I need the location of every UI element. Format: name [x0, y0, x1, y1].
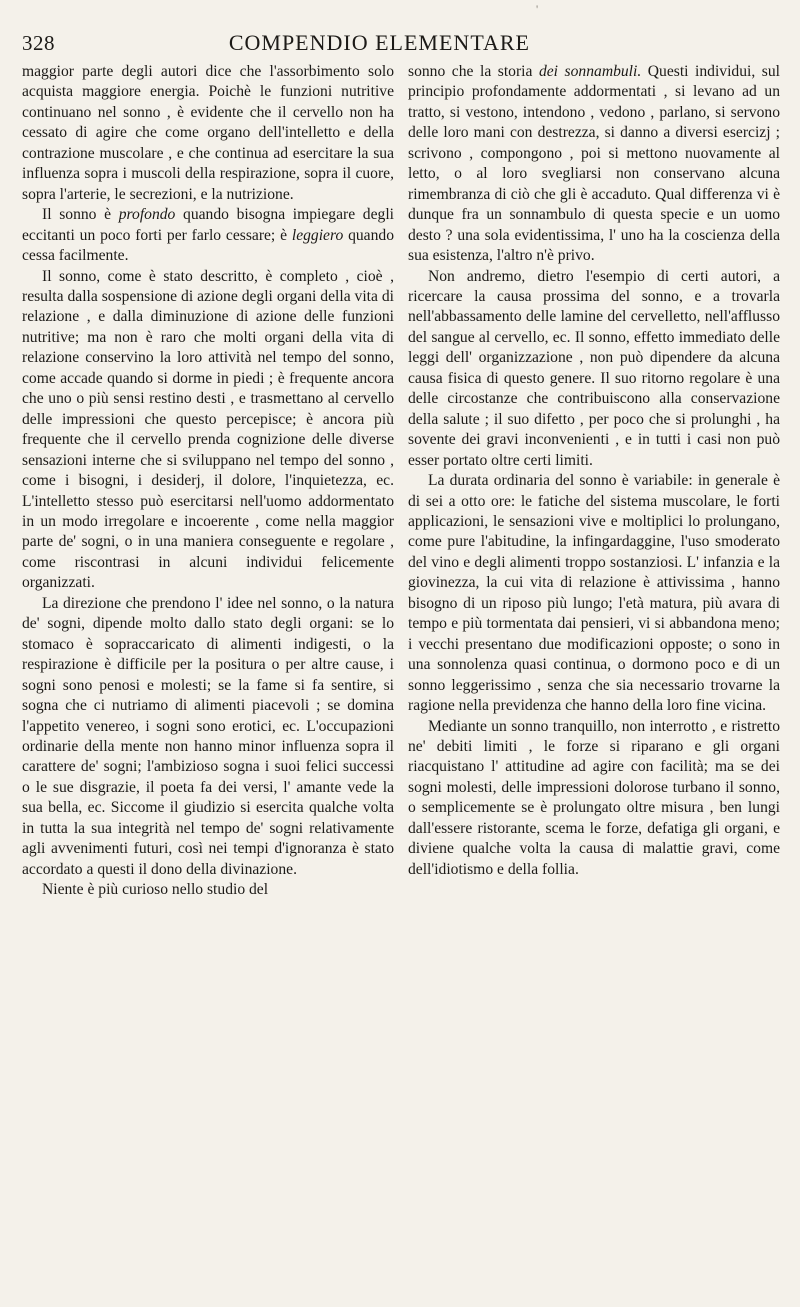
- paragraph: Il sonno, come è stato descritto, è completo , cioè , resulta dalla sospensione di azione degli organi della vita di relazione , e dalla diminuzione di azione delle funzioni nutritive; ma non è raro che molti organi della vita di relazione conservino la loro attività nel tempo del sonno, come accade quando si dorme in piedi ; è frequente ancora che uno o più sensi restino desti , e trasmettano al cervello delle impressioni che questo percepisce; è ancora più frequente che il cervello prenda cognizione delle diverse sensazioni interne che si sviluppano nel tempo del sonno , come i bisogni, i desiderj, il dolore, l'inquietezza, ec. L'intelletto stesso può esercitarsi nell'uomo addormentato in un modo irregolare e incoerente , come nella maggior parte de' sogni, o in una maniera conseguente e regolare , come riscontrasi in alcuni individui felicemente organizzati.: [22, 267, 394, 592]
- paragraph: [22, 205, 394, 266]
- running-title: COMPENDIO ELEMENTARE: [228, 30, 530, 55]
- paragraph: [408, 62, 780, 267]
- left-column: [22, 62, 394, 901]
- text-run: Questi individui, sul principio profondamente addormentati , si levano ad un tratto, si vestono, intendono , vedono , parlano, si servono delle loro mani con destrezza, si danno a diversi esercizj ; scrivono , compongono , poi si mettono nuovamente al letto, o al loro svegliarsi non conservano alcuna rimembranza di ciò che gli è accaduto. Qual differenza vi è dunque fra un sonnambulo di questa specie e un uomo desto ? una sola evidentissima, l' uno ha la coscienza della sua esistenza, l'altro n'è privo.: [408, 63, 781, 265]
- text-run: quando bisogna impiegare degli eccitanti un poco forti per farlo cessare; è: [22, 206, 394, 244]
- page-header: [22, 30, 780, 62]
- paragraph: La direzione che prendono l' idee nel sonno, o la natura de' sogni, dipende molto dallo stato degli organi: se lo stomaco è sopraccaricato di alimenti indigesti, o la respirazione è difficile per la positura o per altre cause, i sogni sono penosi e molesti; se la fame si fa sentire, si sogna che ci nutriamo di alimenti piacevoli ; se domina l'appetito venereo, i sogni sono erotici, ec. L'occupazioni ordinarie della mente non hanno minor influenza sopra il carattere de' sogni; l'ambizioso sogna i suoi felici successi o le sue disgrazie, il poeta fa dei versi, l' amante vede la sua bella, ec. Siccome il giudizio si esercita qualche volta in tutta la sua integrità nel tempo de' sogni relativamente agli avvenimenti futuri, così nei tempi d'ignoranza è stato accordato a questi il dono della divinazione.: [22, 594, 394, 878]
- emphasis-profondo: profondo: [118, 206, 176, 224]
- emphasis-leggiero: leggiero: [291, 226, 344, 244]
- text-run: sonno che la storia: [408, 63, 539, 80]
- paragraph: Niente è più curioso nello studio del: [42, 881, 269, 899]
- paragraph: La durata ordinaria del sonno è variabile: in generale è di sei a otto ore: le fatiche del sistema muscolare, le forti applicazioni, le sensazioni vive e moltiplici lo prolungano, come pure l'abitudine, la infingardaggine, l'uso smoderato del vino e degli alimenti troppo sostanziosi. L' infanzia e la giovinezza, la cui vita di relazione è attivissima , hanno bisogno di un riposo più lungo; l'età matura, più avara di tempo e più tormentata dai pensieri, vi si abbandona meno; i vecchi presentano due modificazioni opposte; o sono in una sonnolenza quasi continua, o dormono poco e di un sonno leggerissimo , senza che sia necessario trovarne la ragione nella previdenza che hanno della loro fine vicina.: [408, 472, 780, 715]
- paragraph: Mediante un sonno tranquillo, non interrotto , e ristretto ne' debiti limiti , le forze si riparano e gli organi riacquistano l' attitudine ad agire con facilità; ma se dei sogni molesti, delle impressioni dolorose turbano il sonno, o semplicemente se è prolungato oltre misura , ben lungi dall'essere ristorante, scema le forze, defatiga gli organi, e diviene qualche volta la causa di malattie gravi, come dell'idiotismo e della follia.: [408, 717, 780, 878]
- paragraph: maggior parte degli autori dice che l'assorbimento solo acquista maggiore energia. Poichè le funzioni nutritive continuano nel sonno , è evidente che il cervello non ha cessato di agire che come organo dell'intelletto e della contrazione muscolare , e che continua ad esercitare la sua influenza sopra i muscoli della respirazione, sopra il cuore, sopra l'arterie, le secrezioni, e la nutrizione.: [22, 63, 394, 203]
- text-run: quando cessa facilmente.: [22, 226, 394, 265]
- paragraph: Non andremo, dietro l'esempio di certi autori, a ricercare la causa prossima del sonno, e a trovarla nell'abbassamento delle lamine del cervelletto, nell'afflusso del sangue al cervello, ec. Il sonno, effetto immediato delle leggi dell' organizzazione , non può dipendere da alcuna causa fisica di questo genere. Il suo ritorno regolare è una delle circostanze che contribuiscono alla conservazione della salute ; il suo difetto , per poco che si prolunghi , ha sovente dei gravi inconvenienti , e in tutti i casi non può esser portato oltre certi limiti.: [408, 267, 780, 469]
- emphasis-sonnambuli: dei sonnambuli.: [538, 63, 642, 80]
- right-column: [408, 62, 780, 901]
- text-columns: [22, 62, 780, 901]
- page-number: 328: [22, 31, 55, 55]
- page-corner-mark: ': [536, 2, 539, 16]
- text-run: Il sonno è: [42, 206, 119, 224]
